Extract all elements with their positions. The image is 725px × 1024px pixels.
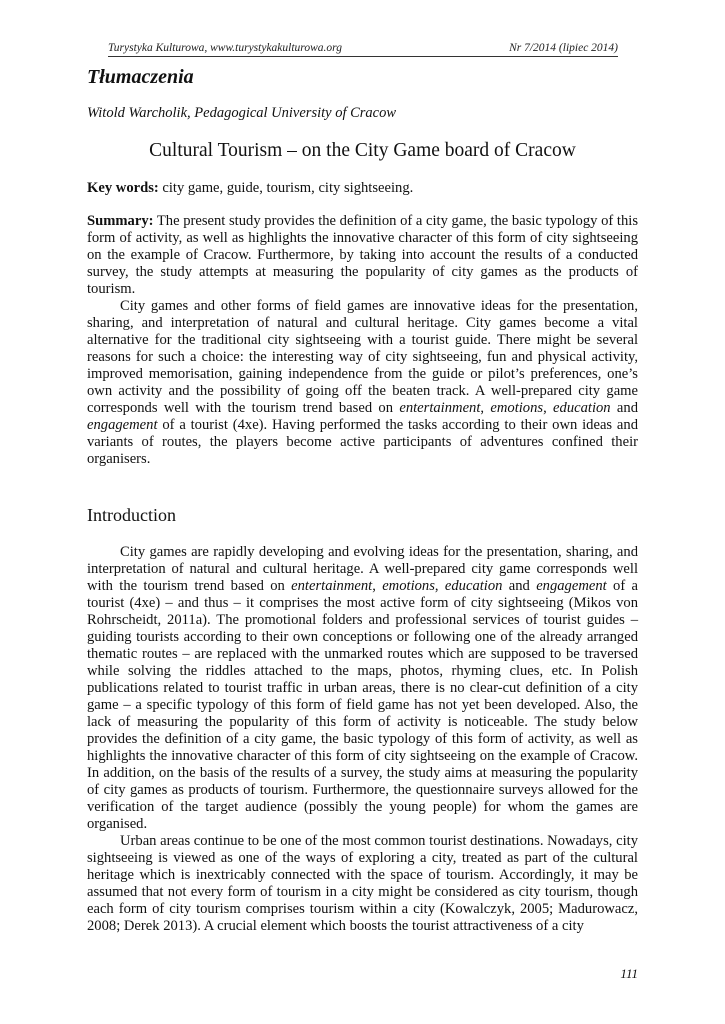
keywords <box>87 180 638 197</box>
introduction-paragraph-1: City games are rapidly developing and evolving ideas for the presentation, sharing, and interpretation of natural and cultural heritage. A well-prepared city game corresponds well with the tourism trend based on entertainment, emotions, education and engagement of a tourist (4xe) – and thus – it comprises the most active form of city sightseeing (Mikos von Rohrscheidt, 2011a). The promotional folders and professional services of tourist guides – guiding tourists according to their own conceptions or following one of the already arranged thematic routes – are replaced with the unmarked routes which are supposed to be traversed while solving the riddles attached to the maps, photos, rhyming clues, etc. In Polish publications related to tourist traffic in urban areas, there is no clear-cut definition of a city game – a specific typology of this form of field game has not yet been developed. Also, the lack of measuring the popularity of this form of activity is noticeable. The study below provides the definition of a city game, the basic typology of this form of activity, as well as highlights the innovative character of this form of city sightseeing on the example of Cracow. In addition, on the basis of the results of a survey, the study aims at measuring the popularity of city games as products of tourism. Furthermore, the questionnaire surveys allowed for the verification of the target audience (possibly the young people) for whom the games are organised. <box>87 544 638 832</box>
introduction-body <box>87 544 638 935</box>
summary-paragraph-1: Summary: The present study provides the definition of a city game, the basic typology of this form of activity, as well as highlights the innovative character of this form of city sightseeing on the example of Cracow. Furthermore, by taking into account the results of a conducted survey, the study attempts at measuring the popularity of city games as the products of tourism. <box>87 213 638 297</box>
running-header <box>108 42 618 57</box>
keywords-text: city game, guide, tourism, city sightseeing. <box>158 180 414 196</box>
issue-number: Nr 7/2014 (lipiec 2014) <box>509 42 618 54</box>
summary-paragraph-2: City games and other forms of field games are innovative ideas for the presentation, sharing, and interpretation of natural and cultural heritage. City games become a vital alternative for the traditional city sightseeing with a tourist guide. There might be several reasons for such a choice: the interesting way of city sightseeing, fun and physical activity, improved memorisation, gaining independence from the guide or pilot’s preferences, one’s own activity and the possibility of going off the beaten track. A well-prepared city game corresponds well with the tourism trend based on entertainment, emotions, education and engagement of a tourist (4xe). Having performed the tasks according to their own ideas and variants of routes, the players become active participants of adventures confined their organisers. <box>87 298 638 467</box>
summary-label: Summary: <box>87 213 154 229</box>
page-number: 111 <box>620 966 638 981</box>
keywords-label: Key words: <box>87 180 159 196</box>
article-title: Cultural Tourism – on the City Game board of Cracow <box>149 140 576 161</box>
summary <box>87 213 638 468</box>
introduction-heading: Introduction <box>87 505 176 525</box>
section-label: Tłumaczenia <box>87 66 194 88</box>
introduction-paragraph-2: Urban areas continue to be one of the most common tourist destinations. Nowadays, city sightseeing is viewed as one of the ways of exploring a city, treated as part of the cultural heritage which is inextricably connected with the space of tourism. Accordingly, it may be assumed that not every form of tourism in a city might be considered as city tourism, though each form of city tourism comprises tourism within a city (Kowalczyk, 2005; Madurowacz, 2008; Derek 2013). A crucial element which boosts the tourist attractiveness of a city <box>87 833 638 934</box>
journal-name: Turystyka Kulturowa, www.turystykakulturowa.org <box>108 42 342 54</box>
author-line: Witold Warcholik, Pedagogical University of Cracow <box>87 105 397 121</box>
